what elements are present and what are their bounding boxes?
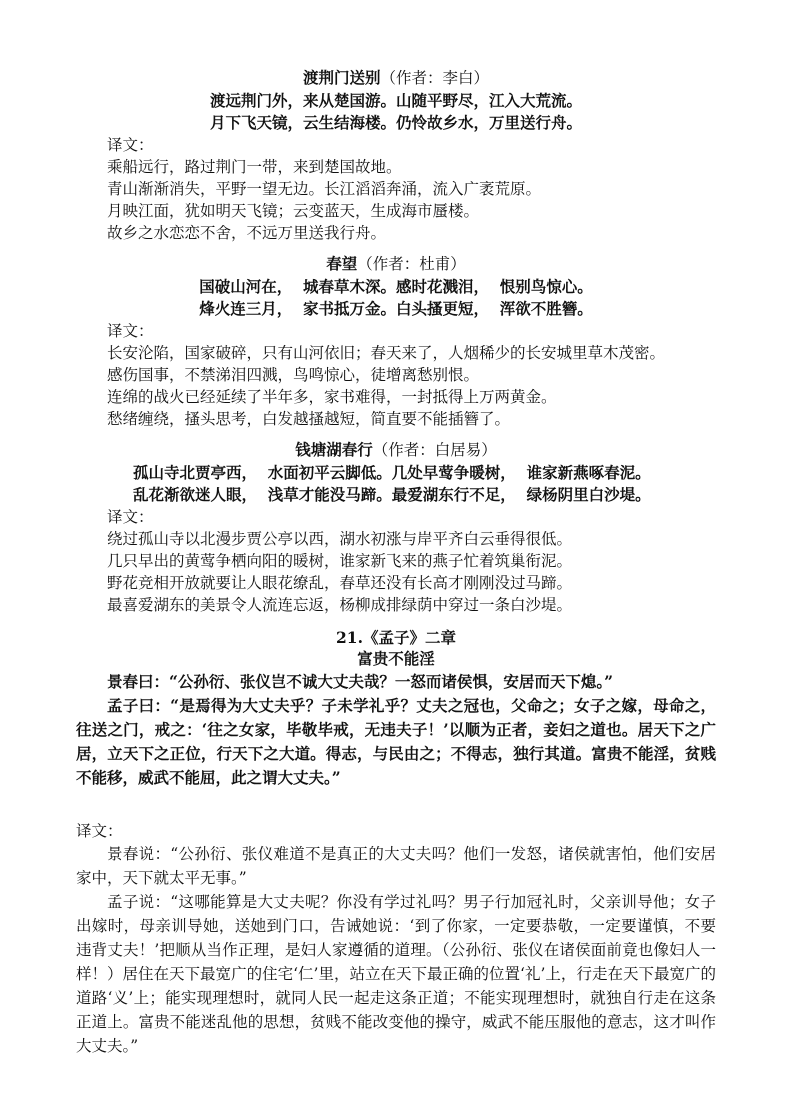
section-heading: 21.《孟子》二章: [336, 628, 456, 647]
translation-line: 长安沦陷，国家破碎，只有山河依旧；春天来了，人烟稀少的长安城里草木茂密。: [107, 344, 666, 362]
translation-line: 野花竞相开放就要让人眼花缭乱，春草还没有长高才刚刚没过马蹄。: [107, 574, 573, 592]
translation-line: 连绵的战火已经延续了半年多，家书难得，一封抵得上万两黄金。: [107, 388, 557, 406]
poem-title-3: [0, 440, 792, 460]
poem-verse: 渡远荆门外，来从楚国游。山随平野尽，江入大荒流。: [209, 91, 582, 110]
translation-line: 几只早出的黄莺争栖向阳的暖树，谁家新飞来的燕子忙着筑巢衔泥。: [107, 552, 573, 570]
poem-title-2: [0, 254, 792, 274]
translation-paragraph: 景春说：“公孙衍、张仪难道不是真正的大丈夫吗？他们一发怒，诸侯就害怕，他们安居家中，天下就太平无事。”: [76, 845, 716, 887]
translation-label: 译文：: [107, 136, 154, 154]
translation-line: 乘船远行，路过荆门一带，来到楚国故地。: [107, 158, 402, 176]
translation-label: 译文：: [107, 322, 154, 340]
translation-line: 最喜爱湖东的美景令人流连忘返，杨柳成排绿荫中穿过一条白沙堤。: [107, 596, 573, 614]
poem-verse: 乱花渐欲迷人眼， 浅草才能没马蹄。最爱湖东行不足， 绿杨阴里白沙堤。: [133, 485, 651, 504]
translation-label: 译文：: [76, 822, 123, 840]
translation-line: 故乡之水恋恋不舍，不远万里送我行舟。: [107, 224, 387, 242]
original-paragraph: 景春曰：“公孙衍、张仪岂不诚大丈夫哉？一怒而诸侯惧，安居而天下熄。”: [107, 672, 614, 691]
translation-paragraph: 孟子说：“这哪能算是大丈夫呢？你没有学过礼吗？男子行加冠礼时，父亲训导他；女子出嫁时，母亲训导她，送她到门口，告诫她说：‘到了你家，一定要恭敬，一定要谨慎，不要违背丈夫！’把顺从当作正理，是妇人家遵循的道理。（公孙衍、张仪在诸侯面前竟也像妇人一样！）居住在天下最宽广的住宅‘仁’里，站立在天下最正确的位置‘礼’上，行走在天下最宽广的道路‘义’上；能实现理想时，就同人民一起走这条正道；不能实现理想时，就独自行走在这条正道上。富贵不能迷乱他的思想，贫贱不能改变他的操守，威武不能压服他的意志，这才叫作大丈夫。”: [76, 893, 716, 1055]
translation-label: 译文：: [107, 508, 154, 526]
poem-verse: 烽火连三月， 家书抵万金。白头搔更短， 浑欲不胜簪。: [199, 299, 593, 318]
poem-verse: 国破山河在， 城春草木深。感时花溅泪， 恨别鸟惊心。: [199, 277, 593, 296]
poem-title-text: 春望: [326, 254, 358, 273]
poem-author: （作者：白居易）: [372, 441, 497, 459]
translation-line: 绕过孤山寺以北漫步贾公亭以西，湖水初涨与岸平齐白云垂得很低。: [107, 530, 573, 548]
translation-line: 月映江面，犹如明天飞镜；云变蓝天，生成海市蜃楼。: [107, 202, 480, 220]
translation-line: 感伤国事，不禁涕泪四溅，鸟鸣惊心，徒增离愁别恨。: [107, 366, 480, 384]
translation-line: 愁绪缠绕，搔头思考，白发越搔越短，简直要不能插簪了。: [107, 410, 511, 428]
poem-title-1: [0, 68, 792, 88]
poem-author: （作者：杜甫）: [357, 255, 466, 273]
poem-verse: 孤山寺北贾亭西， 水面初平云脚低。几处早莺争暖树， 谁家新燕啄春泥。: [133, 463, 651, 482]
section-subheading: 富贵不能淫: [357, 649, 435, 668]
poem-verse: 月下飞天镜，云生结海楼。仍怜故乡水，万里送行舟。: [209, 113, 582, 132]
original-paragraph: 孟子曰：“是焉得为大丈夫乎？子未学礼乎？丈夫之冠也，父命之；女子之嫁，母命之，往送之门，戒之：‘往之女家，毕敬毕戒，无违夫子！’以顺为正者，妾妇之道也。居天下之广居，立天下之正位，行天下之大道。得志，与民由之；不得志，独行其道。富贵不能淫，贫贱不能移，威武不能屈，此之谓大丈夫。”: [76, 696, 716, 787]
translation-line: 青山渐渐消失，平野一望无边。长江滔滔奔涌，流入广袤荒原。: [107, 180, 542, 198]
poem-author: （作者：李白）: [380, 69, 490, 87]
poem-title-text: 渡荆门送别: [302, 68, 381, 87]
poem-title-text: 钱塘湖春行: [295, 440, 373, 459]
